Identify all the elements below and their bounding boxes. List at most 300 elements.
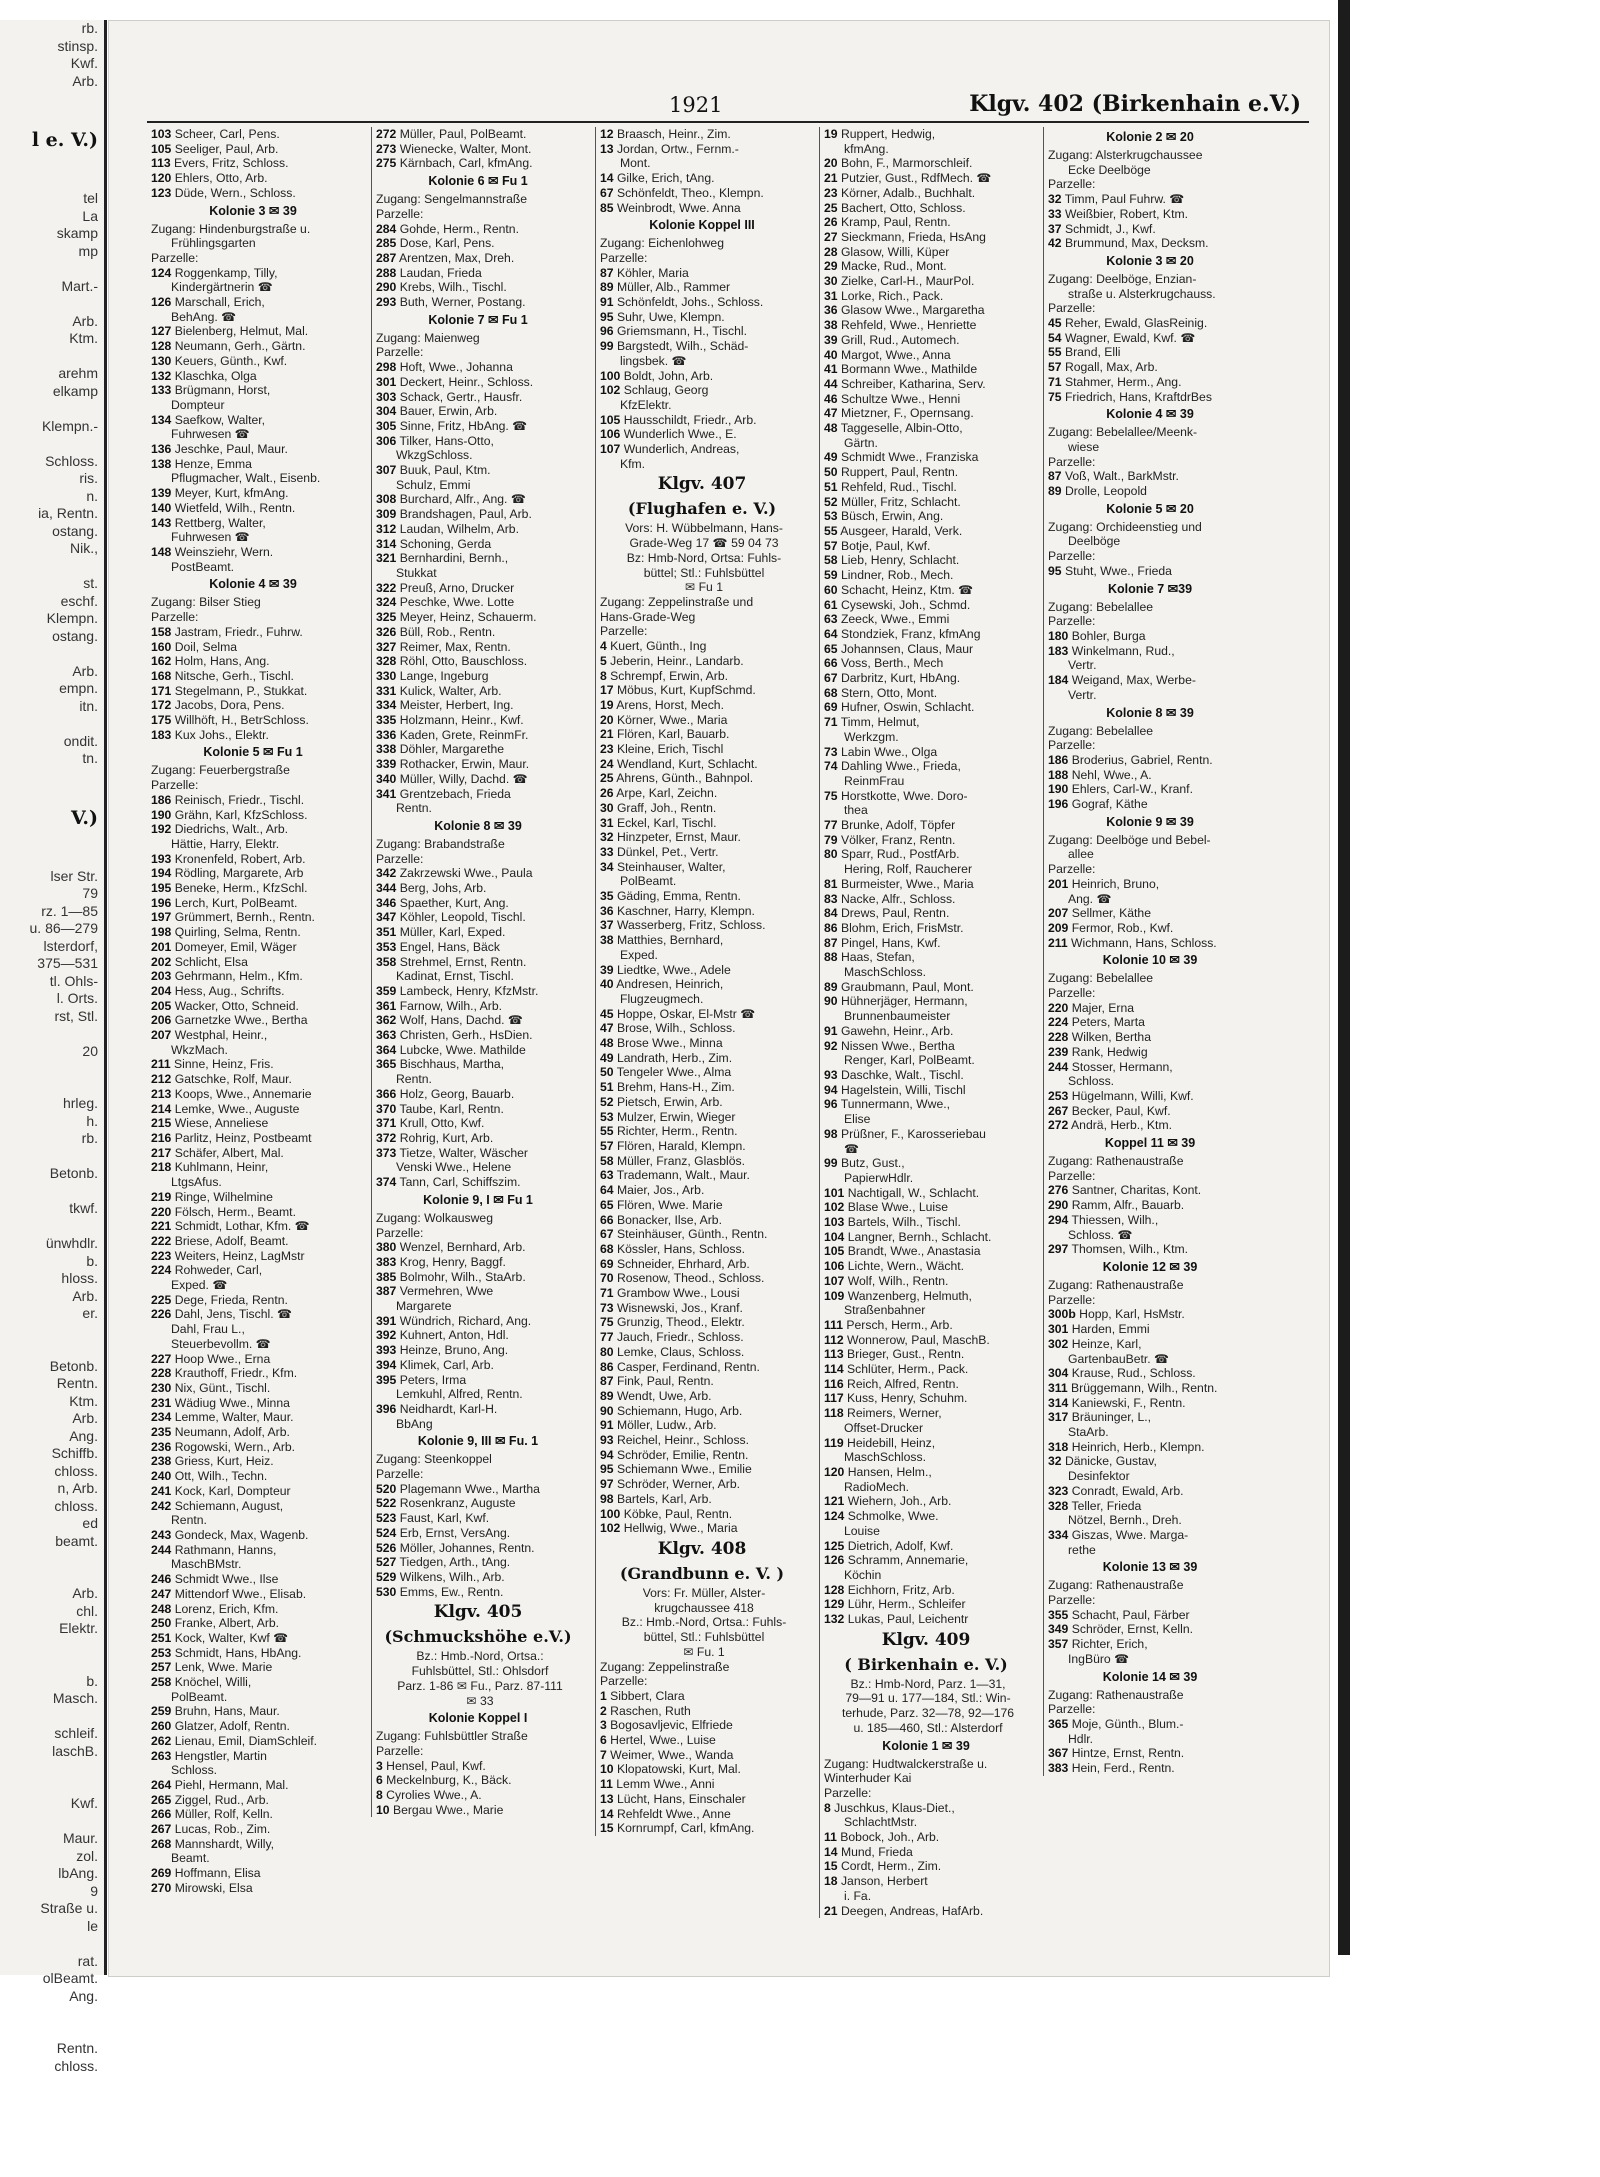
- plot-entry: [820, 274, 1032, 289]
- tenant-name: Faust, Karl, Kwf.: [396, 1511, 490, 1526]
- tenant-name: Santner, Charitas, Kont.: [1068, 1183, 1202, 1198]
- tenant-name: Stern, Otto, Mont.: [837, 685, 938, 700]
- plot-entry: [372, 1402, 584, 1417]
- prev-page-fragment: [0, 1760, 104, 1778]
- tenant-name: Hein, Ferd., Rentn.: [1068, 1761, 1175, 1776]
- colony-heading: Kolonie 3 ✉ 20: [1106, 253, 1194, 268]
- plot-number: 273: [376, 141, 397, 156]
- plot-entry: [372, 787, 584, 802]
- plot-number: 395: [376, 1372, 397, 1387]
- club-info-line: u. 185—460, Stl.: Alsterdorf: [853, 1720, 1003, 1735]
- prev-page-fragment: [0, 1655, 104, 1673]
- prev-page-fragment: ia, Rentn.: [38, 505, 98, 521]
- plot-number: 364: [376, 1042, 397, 1057]
- plot-number: 391: [376, 1313, 397, 1328]
- plot-number: 217: [151, 1145, 172, 1160]
- plot-entry: [147, 1749, 359, 1764]
- tenant-name: Ausgeer, Harald, Verk.: [837, 523, 963, 538]
- tenant-name: Lemke, Wwe., Auguste: [171, 1101, 300, 1116]
- tenant-name: Müller, Willy, Dachd. ☎: [396, 771, 528, 786]
- plot-entry: [596, 683, 808, 698]
- tenant-name: Rathmann, Hanns,: [171, 1542, 277, 1557]
- access-line: Zugang: Zeppelinstraße und: [600, 594, 754, 609]
- tenant-name: Möbus, Kurt, KupfSchmd.: [613, 683, 756, 698]
- tenant-name: Bräuninger, L.,: [1068, 1410, 1152, 1425]
- plot-entry: [820, 480, 1032, 495]
- access-line: Hans-Grade-Weg: [600, 609, 696, 624]
- tenant-name: Müller, Fritz, Schlacht.: [837, 494, 961, 509]
- plot-entry: [1044, 469, 1256, 484]
- tenant-name: Lange, Ingeburg: [396, 668, 489, 683]
- plot-number: 126: [824, 1553, 845, 1568]
- access-line: Parzelle:: [376, 345, 424, 360]
- entry-continuation: Kadinat, Ernst, Tischl.: [396, 969, 514, 984]
- prev-page-fragment: eschf.: [60, 592, 98, 609]
- plot-number: 257: [151, 1660, 172, 1675]
- plot-number: 40: [824, 347, 838, 362]
- tenant-name: Taube, Karl, Rentn.: [396, 1101, 504, 1116]
- plot-number: 2: [600, 1703, 607, 1718]
- tenant-name: Lambeck, Henry, KfzMstr.: [396, 983, 539, 998]
- tenant-name: Müller, Rolf, Kelln.: [171, 1807, 273, 1822]
- tenant-name: Giszas, Wwe. Marga-: [1068, 1527, 1189, 1542]
- access-line: Parzelle:: [376, 851, 424, 866]
- plot-entry: [820, 1465, 1032, 1480]
- plot-entry: [372, 925, 584, 940]
- plot-entry: [596, 1792, 808, 1807]
- plot-entry: [596, 1095, 808, 1110]
- prev-page-fragment: ed: [82, 1515, 98, 1531]
- plot-number: 214: [151, 1101, 172, 1116]
- plot-entry: [596, 669, 808, 684]
- plot-number: 34: [600, 859, 614, 874]
- plot-entry: [820, 1597, 1032, 1612]
- prev-page-fragment: Arb.: [72, 662, 98, 679]
- tenant-name: Meister, Herbert, Ing.: [396, 698, 514, 713]
- tenant-name: Hagelstein, Willi, Tischl: [837, 1082, 966, 1097]
- tenant-name: Bohn, F., Marmorschleif.: [837, 156, 973, 171]
- prev-page-fragment: hloss.: [61, 1270, 98, 1286]
- tenant-name: Nissen Wwe., Bertha: [837, 1038, 955, 1053]
- plot-entry: [820, 1289, 1032, 1304]
- tenant-name: Brehm, Hans-H., Zim.: [613, 1080, 735, 1095]
- plot-entry: [820, 1539, 1032, 1554]
- plot-entry: [820, 745, 1032, 760]
- prev-page-fragment: [0, 715, 104, 733]
- plot-number: 184: [1048, 673, 1069, 688]
- access-line: Parzelle:: [376, 1743, 424, 1758]
- plot-entry: [147, 1793, 359, 1808]
- prev-page-fragment: Straße u.: [40, 1900, 98, 1916]
- plot-entry: [372, 1314, 584, 1329]
- plot-number: 86: [824, 920, 838, 935]
- plot-entry: [820, 1097, 1032, 1112]
- tenant-name: Neumann, Adolf, Arb.: [171, 1425, 290, 1440]
- tenant-name: Röhl, Otto, Bauschloss.: [396, 654, 528, 669]
- plot-entry: [1044, 360, 1256, 375]
- plot-entry: [1044, 1381, 1256, 1396]
- tenant-name: Schramm, Annemarie,: [844, 1553, 969, 1568]
- plot-entry: [1044, 1060, 1256, 1075]
- plot-entry: [1044, 390, 1256, 405]
- plot-entry: [147, 545, 359, 560]
- prev-page-fragment: er.: [82, 1305, 98, 1321]
- prev-page-fragment: Ang.: [69, 1427, 98, 1444]
- plot-entry: [372, 375, 584, 390]
- plot-entry: [1044, 877, 1256, 892]
- plot-entry: [1044, 1637, 1256, 1652]
- tenant-name: Emms, Ew., Rentn.: [396, 1584, 504, 1599]
- prev-page-fragment: Klempn.: [46, 610, 98, 626]
- tenant-name: Graubmann, Paul, Mont.: [837, 979, 974, 994]
- plot-entry: [147, 1293, 359, 1308]
- plot-number: 393: [376, 1343, 397, 1358]
- tenant-name: Gograf, Käthe: [1068, 797, 1148, 812]
- access-line: Zugang: Bilser Stieg: [151, 595, 261, 610]
- plot-entry: [147, 1146, 359, 1161]
- tenant-name: Hopp, Karl, HsMstr.: [1075, 1307, 1185, 1322]
- plot-entry: [147, 295, 359, 310]
- tenant-name: Schacht, Paul, Färber: [1068, 1607, 1190, 1622]
- tenant-name: Johannsen, Claus, Maur: [837, 641, 974, 656]
- tenant-name: Hühnerjäger, Hermann,: [837, 994, 968, 1009]
- plot-number: 41: [824, 362, 838, 377]
- plot-number: 380: [376, 1240, 397, 1255]
- plot-entry: [1044, 1045, 1256, 1060]
- plot-entry: [372, 866, 584, 881]
- tenant-name: Conradt, Ewald, Arb.: [1068, 1483, 1184, 1498]
- prev-page-fragment: ostang.: [52, 627, 98, 644]
- tenant-name: Piehl, Hermann, Mal.: [171, 1777, 289, 1792]
- plot-entry: [372, 492, 584, 507]
- plot-number: 13: [600, 1791, 614, 1806]
- tenant-name: Schiemann Wwe., Emilie: [613, 1462, 752, 1477]
- tenant-name: Flören, Wwe. Marie: [613, 1197, 723, 1212]
- plot-number: 127: [151, 324, 172, 339]
- tenant-name: Schönfeldt, Theo., Klempn.: [613, 185, 764, 200]
- prev-page-fragment: [0, 1550, 104, 1568]
- plot-number: 227: [151, 1351, 172, 1366]
- plot-entry: [147, 625, 359, 640]
- plot-entry: [820, 686, 1032, 701]
- tenant-name: Lichte, Wern., Wächt.: [844, 1259, 965, 1274]
- plot-number: 97: [600, 1477, 614, 1492]
- plot-number: 102: [600, 383, 621, 398]
- plot-number: 50: [600, 1065, 614, 1080]
- column-4: [819, 127, 1032, 1918]
- plot-number: 211: [151, 1057, 171, 1072]
- tenant-name: Brieger, Gust., Rentn.: [843, 1347, 965, 1362]
- plot-entry: [596, 1360, 808, 1375]
- plot-entry: [147, 1822, 359, 1837]
- tenant-name: Rohrig, Kurt, Arb.: [396, 1131, 494, 1145]
- plot-entry: [147, 369, 359, 384]
- plot-entry: [820, 495, 1032, 510]
- plot-number: 253: [151, 1645, 172, 1660]
- tenant-name: Kaniewski, F., Rentn.: [1068, 1395, 1186, 1410]
- plot-entry: [820, 583, 1032, 598]
- plot-entry: [820, 1318, 1032, 1333]
- plot-entry: [147, 1616, 359, 1631]
- plot-entry: [147, 1528, 359, 1543]
- colony-heading: Kolonie 12 ✉ 39: [1102, 1260, 1198, 1274]
- plot-number: 138: [151, 456, 172, 471]
- entry-continuation: kfmAng.: [844, 141, 889, 156]
- tenant-name: Grümmert, Bernh., Rentn.: [171, 910, 315, 925]
- plot-entry: [147, 171, 359, 186]
- prev-page-fragment: n, Arb.: [57, 1480, 98, 1496]
- plot-number: 20: [600, 712, 614, 727]
- tenant-name: Jastram, Friedr., Fuhrw.: [171, 624, 303, 639]
- plot-number: 5: [600, 653, 607, 668]
- plot-entry: [596, 1286, 808, 1301]
- tenant-name: Koops, Wwe., Annemarie: [171, 1086, 312, 1101]
- plot-entry: [147, 1410, 359, 1425]
- tenant-name: Suhr, Uwe, Klempn.: [613, 309, 725, 324]
- plot-entry: [372, 1284, 584, 1299]
- prev-page-fragment: Betonb.: [49, 1165, 98, 1181]
- tenant-name: Bauer, Erwin, Arb.: [396, 404, 498, 419]
- plot-entry: [596, 742, 808, 757]
- plot-number: 228: [151, 1366, 172, 1381]
- tenant-name: Schacht, Heinz, Ktm. ☎: [837, 582, 974, 597]
- plot-entry: [372, 127, 584, 142]
- plot-entry: [1044, 921, 1256, 936]
- tenant-name: Reimer, Max, Rentn.: [396, 639, 511, 654]
- plot-number: 58: [824, 553, 838, 568]
- plot-entry: [372, 625, 584, 640]
- tenant-name: Timm, Helmut,: [837, 715, 920, 730]
- plot-entry: [147, 1219, 359, 1234]
- plot-number: 36: [600, 903, 614, 918]
- tenant-name: Richter, Erich,: [1068, 1637, 1148, 1652]
- access-line: Parzelle:: [1048, 986, 1096, 1001]
- prev-page-fragment: Elektr.: [59, 1620, 98, 1636]
- plot-number: 37: [1048, 221, 1062, 236]
- prev-page-fragment: [0, 1813, 104, 1831]
- prev-page-fragment: Betonb.: [49, 1357, 98, 1374]
- tenant-name: Kuhnert, Anton, Hdl.: [396, 1328, 509, 1343]
- tenant-name: Boldt, John, Arb.: [620, 368, 714, 383]
- plot-entry: [596, 1507, 808, 1522]
- plot-entry: [820, 847, 1032, 862]
- tenant-name: Mietzner, F., Opernsang.: [837, 406, 974, 421]
- plot-number: 269: [151, 1866, 172, 1881]
- plot-number: 204: [151, 983, 172, 998]
- access-line: Parzelle:: [824, 1785, 872, 1800]
- plot-entry: [1044, 1608, 1256, 1623]
- plot-entry: [1044, 1030, 1256, 1045]
- tenant-name: Reichel, Heinr., Schloss.: [613, 1433, 750, 1448]
- tenant-name: Nachtigall, W., Schlacht.: [844, 1185, 980, 1200]
- plot-entry: [147, 1602, 359, 1617]
- plot-entry: [1044, 1410, 1256, 1425]
- plot-number: 238: [151, 1454, 172, 1469]
- tenant-name: Klimek, Carl, Arb.: [396, 1357, 494, 1372]
- prev-page-fragment: Ang.: [69, 1987, 98, 2004]
- plot-entry: [596, 757, 808, 772]
- tenant-name: Franke, Albert, Arb.: [171, 1616, 280, 1631]
- club-info-line: ✉ Fu. 1: [683, 1644, 725, 1659]
- tenant-name: Ziggel, Rud., Arb.: [171, 1792, 269, 1807]
- plot-number: 263: [151, 1748, 172, 1763]
- tenant-name: Möller, Johannes, Rentn.: [396, 1540, 535, 1555]
- plot-entry: [596, 1462, 808, 1477]
- prev-page-fragment: [0, 400, 104, 418]
- tenant-name: Kleine, Erich, Tischl: [613, 742, 724, 757]
- tenant-name: Wienecke, Walter, Mont.: [396, 141, 532, 156]
- plot-entry: [147, 1704, 359, 1719]
- tenant-name: Kuert, Günth., Ing: [606, 639, 707, 654]
- tenant-name: Knöchel, Willi,: [171, 1675, 252, 1690]
- plot-entry: [1044, 1440, 1256, 1455]
- tenant-name: Wichmann, Hans, Schloss.: [1067, 935, 1217, 950]
- plot-entry: [596, 889, 808, 904]
- tenant-name: Timm, Paul Fuhrw. ☎: [1061, 192, 1185, 207]
- prev-page-fragment: rat.: [77, 1952, 98, 1969]
- plot-number: 98: [600, 1491, 614, 1506]
- plot-number: 186: [1048, 752, 1069, 767]
- tenant-name: Jeschke, Paul, Maur.: [171, 442, 288, 457]
- plot-entry: [147, 1352, 359, 1367]
- prev-page-fragment: st.: [83, 575, 98, 591]
- plot-number: 133: [151, 383, 172, 398]
- plot-number: 106: [600, 427, 621, 442]
- plot-number: 11: [824, 1830, 837, 1845]
- prev-page-fragment: Mart.-: [61, 277, 98, 294]
- plot-entry: [1044, 1337, 1256, 1352]
- tenant-name: Wasserberg, Fritz, Schloss.: [613, 918, 766, 933]
- plot-entry: [147, 698, 359, 713]
- plot-number: 105: [600, 412, 621, 427]
- plot-entry: [820, 215, 1032, 230]
- prev-page-fragment: ondit.: [63, 732, 98, 749]
- plot-entry: [147, 940, 359, 955]
- plot-entry: [372, 1759, 584, 1774]
- plot-number: 96: [824, 1097, 838, 1112]
- plot-entry: [147, 669, 359, 684]
- plot-number: 317: [1048, 1410, 1069, 1425]
- plot-number: 268: [151, 1836, 172, 1851]
- plot-number: 139: [151, 486, 172, 501]
- plot-number: 107: [824, 1273, 845, 1288]
- plot-number: 67: [600, 1227, 614, 1242]
- directory-page: [108, 20, 1330, 1977]
- plot-number: 330: [376, 668, 397, 683]
- access-line: Parzelle:: [1048, 1292, 1096, 1307]
- plot-entry: [1044, 629, 1256, 644]
- prev-page-fragment: chl.: [76, 1602, 98, 1619]
- entry-continuation: RadioMech.: [844, 1479, 910, 1494]
- plot-number: 334: [1048, 1527, 1069, 1542]
- plot-number: 61: [824, 597, 838, 612]
- prev-page-fragment: 79: [82, 885, 98, 901]
- tenant-name: Seeliger, Paul, Arb.: [171, 141, 279, 156]
- tenant-name: Reich, Alfred, Rentn.: [843, 1376, 959, 1391]
- tenant-name: Rosenow, Theod., Schloss.: [613, 1271, 765, 1286]
- plot-number: 55: [600, 1124, 614, 1139]
- plot-number: 100: [600, 368, 621, 383]
- tenant-name: Wanzenberg, Helmuth,: [844, 1288, 972, 1303]
- plot-number: 262: [151, 1733, 172, 1748]
- plot-number: 28: [824, 244, 838, 259]
- plot-entry: [596, 339, 808, 354]
- prev-page-fragment: itn.: [79, 697, 98, 714]
- plot-entry: [147, 457, 359, 472]
- prev-page-title: l e. V.): [31, 129, 98, 151]
- tenant-name: Doil, Selma: [171, 639, 238, 654]
- plot-entry: [147, 1484, 359, 1499]
- plot-entry: [1044, 936, 1256, 951]
- plot-number: 172: [151, 698, 172, 713]
- plot-number: 12: [600, 127, 614, 141]
- prev-page-fragment: [0, 90, 104, 108]
- tenant-name: Schröder, Ernst, Kelln.: [1068, 1622, 1193, 1637]
- plot-number: 113: [151, 156, 171, 171]
- plot-entry: [820, 789, 1032, 804]
- tenant-name: Rehfeldt Wwe., Anne: [613, 1806, 731, 1821]
- colony-heading: Kolonie 4 ✉ 39: [209, 577, 297, 592]
- tenant-name: Stosser, Hermann,: [1068, 1059, 1173, 1074]
- prev-page-fragment: [0, 435, 104, 453]
- tenant-name: Wündrich, Richard, Ang.: [396, 1313, 532, 1328]
- plot-number: 226: [151, 1307, 172, 1322]
- tenant-name: Bormann Wwe., Mathilde: [837, 362, 978, 377]
- plot-number: 353: [376, 939, 397, 954]
- tenant-name: Schröder, Emilie, Rentn.: [613, 1447, 749, 1462]
- entry-continuation: Deelböge: [1068, 534, 1121, 549]
- plot-entry: [147, 1249, 359, 1264]
- plot-number: 221: [151, 1219, 172, 1234]
- plot-number: 60: [824, 582, 838, 597]
- entry-continuation: i. Fa.: [844, 1888, 872, 1903]
- plot-entry: [596, 816, 808, 831]
- entry-continuation: Pflugmacher, Walt., Eisenb.: [171, 471, 321, 486]
- plot-entry: [147, 1028, 359, 1043]
- plot-number: 259: [151, 1704, 172, 1719]
- plot-number: 220: [1048, 1000, 1069, 1015]
- tenant-name: Sparr, Rud., PostfArb.: [837, 847, 960, 862]
- plot-number: 91: [600, 295, 614, 310]
- tenant-name: Mulzer, Erwin, Wieger: [613, 1109, 736, 1124]
- plot-entry: [596, 1733, 808, 1748]
- plot-entry: [1044, 1366, 1256, 1381]
- tenant-name: Ruppert, Hedwig,: [837, 127, 936, 141]
- colony-heading: Kolonie 9 ✉ 39: [1106, 814, 1194, 829]
- plot-number: 103: [824, 1215, 845, 1230]
- plot-entry: [372, 896, 584, 911]
- tenant-name: Wunderlich Wwe., E.: [620, 427, 737, 442]
- plot-number: 327: [376, 639, 397, 654]
- tenant-name: Fermor, Rob., Kwf.: [1068, 920, 1174, 935]
- tenant-name: Daschke, Walt., Tischl.: [837, 1068, 964, 1082]
- plot-number: 8: [824, 1800, 831, 1815]
- colony-heading: Kolonie 10 ✉ 39: [1102, 953, 1198, 968]
- tenant-name: Wiehern, Joh., Arb.: [844, 1494, 952, 1509]
- prev-page-fragment: Arb.: [72, 1410, 98, 1426]
- access-line: Parzelle:: [151, 778, 199, 793]
- plot-entry: [147, 969, 359, 984]
- plot-number: 39: [600, 962, 614, 977]
- plot-entry: [820, 450, 1032, 465]
- plot-entry: [1044, 207, 1256, 222]
- plot-number: 113: [824, 1347, 844, 1362]
- plot-entry: [820, 362, 1032, 377]
- plot-entry: [596, 280, 808, 295]
- prev-page-fragment: [0, 173, 104, 191]
- plot-number: 300b: [1048, 1307, 1076, 1322]
- tenant-name: Prüßner, F., Karosseriebau: [837, 1126, 986, 1141]
